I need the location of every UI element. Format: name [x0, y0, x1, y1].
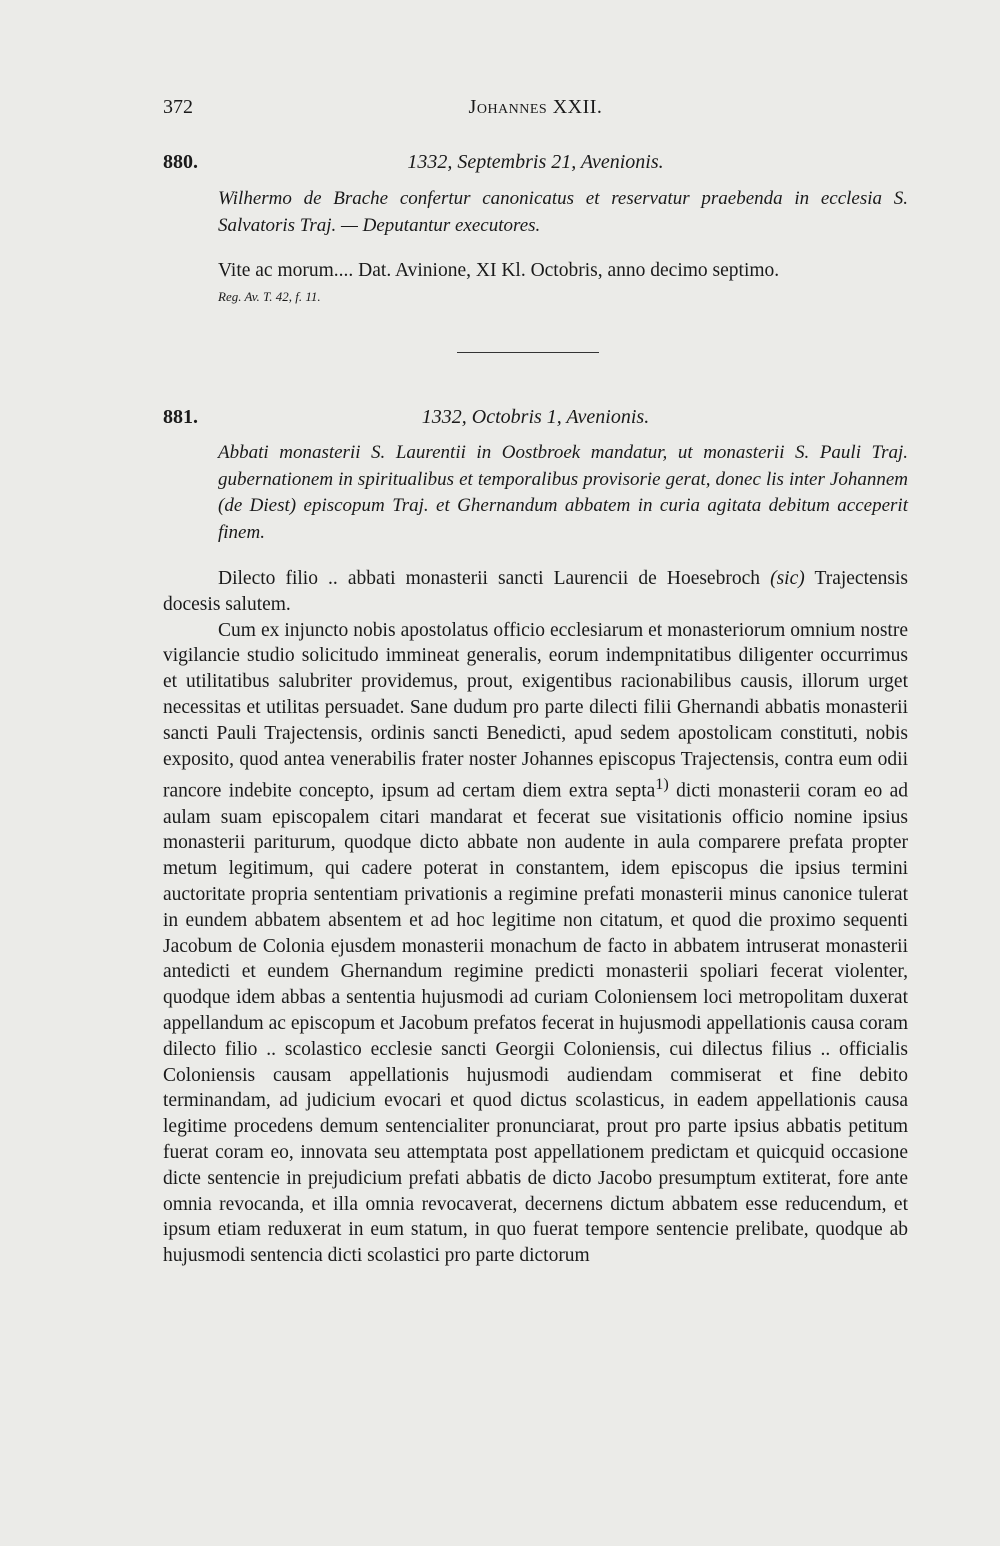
entry-880-text: Vite ac morum.... Dat. Avinione, XI Kl. Octobris, anno decimo septimo. [218, 260, 780, 281]
entry-881-number: 881. [163, 406, 198, 428]
page-header [163, 96, 908, 126]
salutation-text: Dilecto filio .. abbati monasterii sancti Laurencii de Hoesebroch [218, 568, 760, 589]
entry-881-heading [163, 406, 908, 436]
footnote-marker: 1) [655, 775, 669, 794]
entry-880-heading [163, 151, 908, 181]
entry-881-summary: Abbati monasterii S. Laurentii in Oostbroek mandatur, ut monasterii S. Pauli Traj. gubernationem in spiritualibus et temporalibus provisorie gerat, donec lis inter Johannem (de Diest) episcopum Traj. et Ghernandum abbatem in curia agitata debitum acceperit finem. [218, 442, 908, 543]
sic-note: (sic) [770, 568, 805, 589]
section-divider [457, 352, 599, 353]
body-text-part-2: dicti monasterii coram eo ad aulam suam episcopalem citari mandarat et fecerat sue visitationis officio nomine ipsius monasterii pariturum, quodque dicto abbate non audente in aula comparere prefata propter metum legitimum, qui cadere poterat in constantem, idem episcopus die ipsius termini auctoritate propria sententiam privationis a regimine prefati monasterii minus canonice tulerat in eundem abbatem absentem et ad hoc legitime non citatum, et quod die proximo sequenti Jacobum de Colonia ejusdem monasterii monachum de facto in abbatem intruserat monasterii antedicti et eundem Ghernandum regimine predicti monasterii spoliari fecerat violenter, quodque idem abbas a sententia hujusmodi ad curiam Coloniensem loci metropolitam duxerat appellandum ac episcopum et Jacobum prefatos fecerat in hujusmodi appellationis causa coram dilecto filio .. scolastico ecclesie sancti Georgii Coloniensis, cui dilectus filius .. officialis Coloniensis causam appellationis hujusmodi audiendam commiserat et fine debito terminandam, ad judicium evocari et quod dictus scolasticus, in eadem appellationis causa legitime procedens demum sentencialiter pronunciarat, prout pro parte ipsius abbatis petitum fuerat coram eo, innovata seu attemptata post appellationem predictam et quicquid occasione dicte sentencie in prejudicium prefati abbatis de dicto Jacobo presumptum extiterat, fore ante omnia revocanda, et illa omnia revocaverat, decernens dictum abbatem esse reducendum, et ipsum etiam reduxerat in eum statum, in quo fuerat tempore sentencie prelibate, quodque ab hujusmodi sentencia dicti scolastici pro parte dictorum [163, 780, 908, 1267]
entry-880-summary: Wilhermo de Brache confertur canonicatus et reservatur praebenda in ecclesia S. Salvatoris Traj. — Deputantur executores. [218, 188, 908, 236]
entry-880-source: Reg. Av. T. 42, f. 11. [218, 289, 321, 304]
entry-880-number: 880. [163, 151, 198, 173]
running-head: Johannes XXII. [468, 96, 603, 118]
entry-880-date: 1332, Septembris 21, Avenionis. [407, 151, 664, 173]
body-text-part-1: Cum ex injuncto nobis apostolatus officio ecclesiarum et monasteriorum omnium nostre vigilancie studio solicitudo immineat generalis, eorum indempnitatibus diligenter occurrimus et utilitatibus salubriter providemus, prout, exigentibus racionabilibus causis, illorum urget necessitas et utilitas persuadet. Sane dudum pro parte dilecti filii Ghernandi abbatis monasterii sancti Pauli Trajectensis, ordinis sancti Benedicti, apud sedem apostolicam constituti, nobis exposito, quod antea venerabilis frater noster Johannes episcopus Trajectensis, contra eum odii rancore indebite concepto, ipsum ad certam diem extra septa [163, 619, 908, 802]
salutation-paragraph [163, 566, 908, 618]
body-paragraph [163, 618, 908, 1269]
entry-881-date: 1332, Octobris 1, Avenionis. [421, 406, 650, 428]
salutation-closing: Trajectensis docesis salutem. [163, 568, 909, 615]
entry-881-body [163, 566, 908, 1269]
page-number: 372 [163, 96, 193, 118]
